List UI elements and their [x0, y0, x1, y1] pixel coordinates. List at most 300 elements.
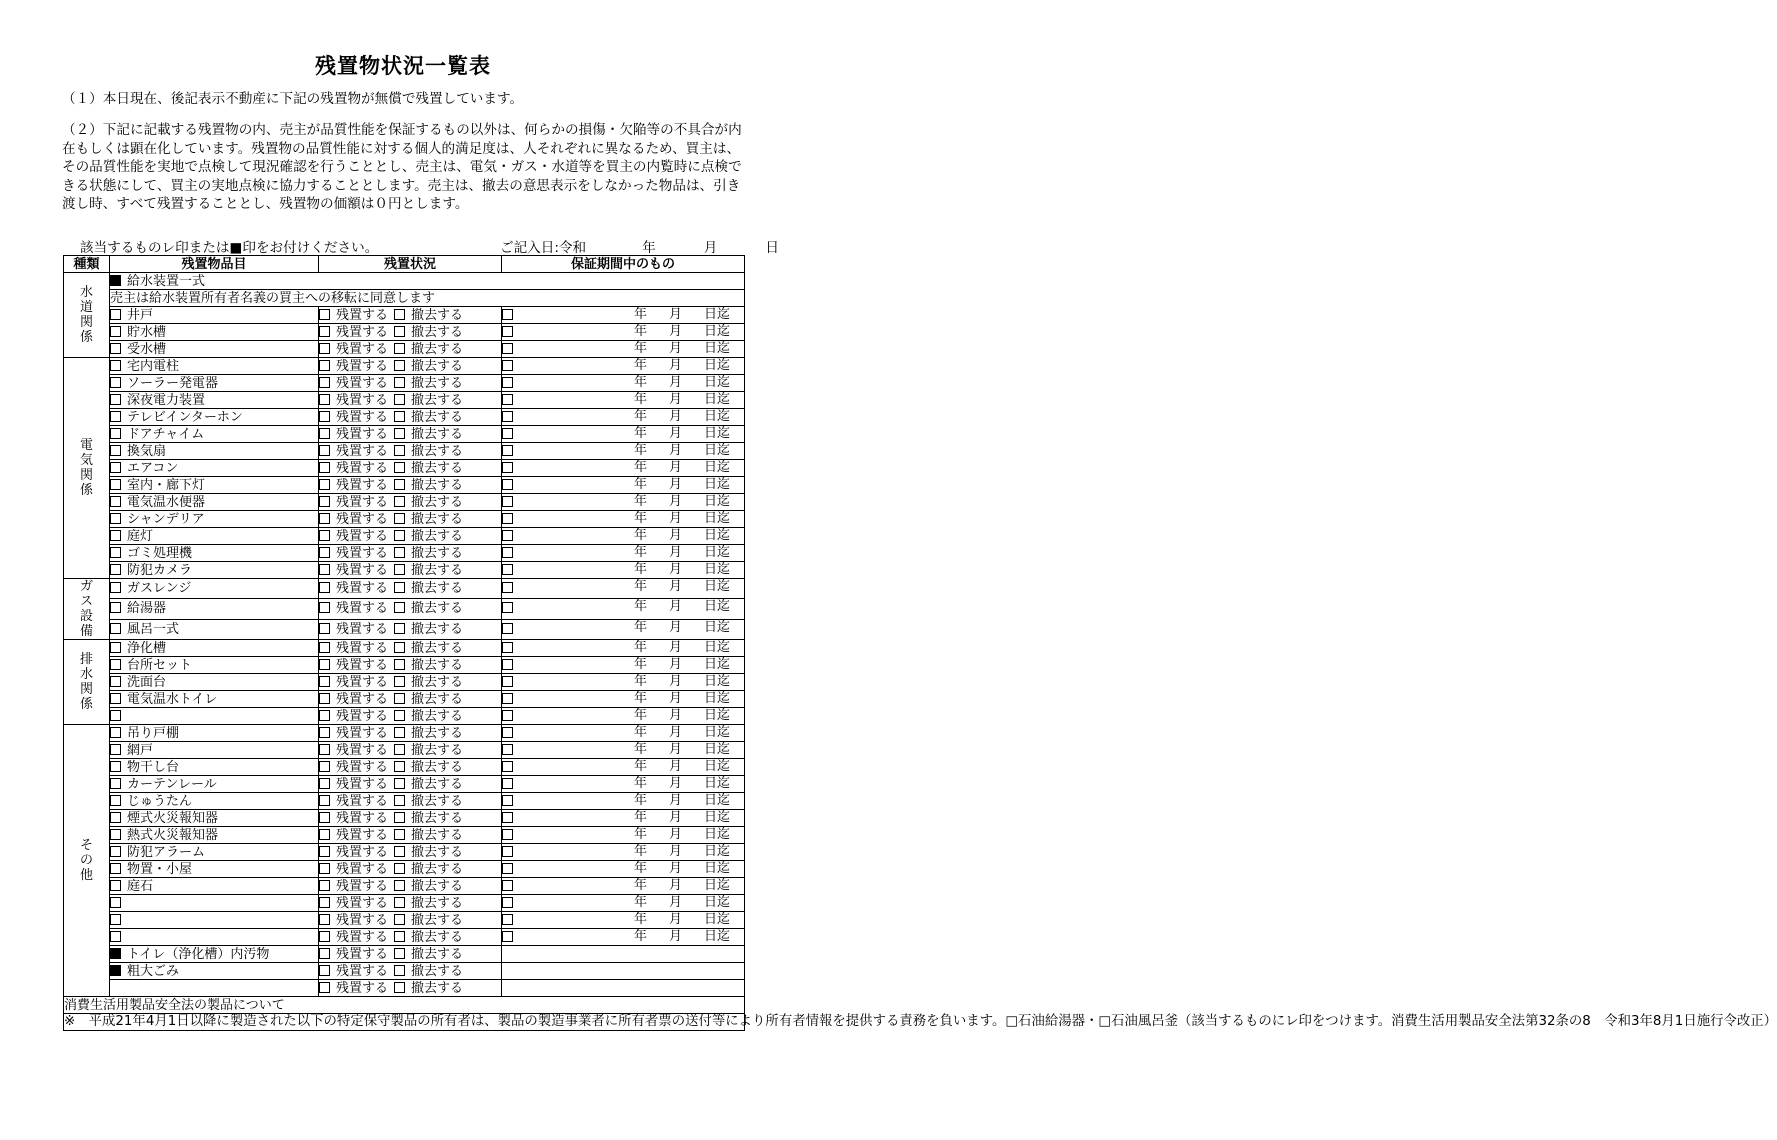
- keep-checkbox[interactable]: [319, 727, 330, 738]
- warranty-date[interactable]: [634, 878, 730, 893]
- warranty-checkbox[interactable]: [502, 829, 513, 840]
- keep-checkbox[interactable]: [319, 547, 330, 558]
- warranty-date[interactable]: [634, 861, 730, 876]
- warranty-checkbox[interactable]: [502, 659, 513, 670]
- keep-checkbox[interactable]: [319, 309, 330, 320]
- warranty-year-label: 年: [633, 562, 647, 577]
- remove-label: 撤去する: [411, 759, 464, 775]
- item-checkbox[interactable]: [110, 863, 121, 874]
- remove-checkbox[interactable]: [394, 761, 405, 772]
- warranty-checkbox[interactable]: [502, 360, 513, 371]
- keep-checkbox[interactable]: [319, 659, 330, 670]
- remove-checkbox[interactable]: [394, 623, 405, 634]
- warranty-checkbox[interactable]: [502, 846, 513, 857]
- item-label: トイレ（浄化槽）内汚物: [127, 946, 270, 962]
- warranty-cell[interactable]: [502, 579, 745, 599]
- item-checkbox[interactable]: [110, 846, 121, 857]
- item-cell: [110, 358, 319, 375]
- remove-checkbox[interactable]: [394, 462, 405, 473]
- item-checkbox[interactable]: [110, 411, 121, 422]
- remove-checkbox[interactable]: [394, 564, 405, 575]
- item-checkbox[interactable]: [110, 496, 121, 507]
- status-options: [319, 963, 502, 980]
- remove-label: 撤去する: [411, 946, 464, 962]
- warranty-year-label: 年: [633, 511, 647, 526]
- warranty-date[interactable]: [634, 341, 730, 356]
- remove-checkbox[interactable]: [394, 965, 405, 976]
- warranty-checkbox[interactable]: [502, 897, 513, 908]
- remove-checkbox[interactable]: [394, 778, 405, 789]
- item-checkbox[interactable]: [110, 693, 121, 704]
- item-checkbox[interactable]: [110, 623, 121, 634]
- item-checkbox[interactable]: [110, 394, 121, 405]
- remove-checkbox[interactable]: [394, 897, 405, 908]
- warranty-checkbox[interactable]: [502, 411, 513, 422]
- warranty-cell[interactable]: [502, 861, 745, 878]
- keep-checkbox[interactable]: [319, 812, 330, 823]
- remove-checkbox[interactable]: [394, 377, 405, 388]
- keep-checkbox[interactable]: [319, 778, 330, 789]
- remove-checkbox[interactable]: [394, 880, 405, 891]
- warranty-checkbox[interactable]: [502, 530, 513, 541]
- warranty-cell[interactable]: [502, 477, 745, 494]
- table-row: [64, 392, 745, 409]
- keep-checkbox[interactable]: [319, 948, 330, 959]
- remove-checkbox[interactable]: [394, 948, 405, 959]
- warranty-date[interactable]: [634, 742, 730, 757]
- warranty-cell[interactable]: [502, 810, 745, 827]
- date-month-label: 月: [703, 240, 718, 256]
- warranty-checkbox[interactable]: [502, 778, 513, 789]
- item-checkbox[interactable]: [110, 513, 121, 524]
- warranty-cell[interactable]: [502, 827, 745, 844]
- item-checkbox[interactable]: [110, 744, 121, 755]
- item-checkbox[interactable]: [110, 659, 121, 670]
- warranty-checkbox[interactable]: [502, 744, 513, 755]
- warranty-cell[interactable]: [502, 443, 745, 460]
- warranty-cell[interactable]: [502, 528, 745, 545]
- item-label: 物置・小屋: [127, 861, 193, 877]
- warranty-checkbox[interactable]: [502, 479, 513, 490]
- remove-checkbox[interactable]: [394, 846, 405, 857]
- item-label: ガスレンジ: [127, 581, 192, 597]
- warranty-cell[interactable]: [502, 844, 745, 861]
- table-row: [64, 759, 745, 776]
- keep-checkbox[interactable]: [319, 744, 330, 755]
- keep-label: 残置する: [336, 307, 389, 323]
- keep-checkbox[interactable]: [319, 965, 330, 976]
- item-checkbox[interactable]: [110, 582, 121, 593]
- keep-checkbox[interactable]: [319, 914, 330, 925]
- keep-label: 残置する: [336, 708, 389, 724]
- warranty-month-label: 月: [668, 742, 682, 757]
- keep-checkbox[interactable]: [319, 982, 330, 993]
- warranty-date[interactable]: [634, 708, 730, 723]
- keep-checkbox[interactable]: [319, 623, 330, 634]
- item-label: 電気温水トイレ: [127, 691, 218, 707]
- warranty-checkbox[interactable]: [502, 343, 513, 354]
- item-checkbox[interactable]: [110, 829, 121, 840]
- warranty-cell[interactable]: [502, 674, 745, 691]
- keep-checkbox[interactable]: [319, 761, 330, 772]
- item-checkbox[interactable]: [110, 897, 121, 908]
- warranty-cell[interactable]: [502, 545, 745, 562]
- warranty-date[interactable]: [634, 725, 730, 740]
- warranty-date[interactable]: [634, 810, 730, 825]
- item-checkbox[interactable]: [110, 479, 121, 490]
- item-cell: [110, 324, 319, 341]
- warranty-date[interactable]: [634, 562, 730, 577]
- warranty-cell[interactable]: [502, 562, 745, 579]
- keep-checkbox[interactable]: [319, 326, 330, 337]
- warranty-date[interactable]: [634, 443, 730, 458]
- item-cell: [110, 691, 319, 708]
- warranty-cell[interactable]: [502, 599, 745, 619]
- warranty-checkbox[interactable]: [502, 623, 513, 634]
- warranty-date[interactable]: [634, 657, 730, 672]
- status-options: [319, 528, 502, 545]
- remove-checkbox[interactable]: [394, 676, 405, 687]
- warranty-checkbox[interactable]: [502, 309, 513, 320]
- warranty-date[interactable]: [634, 599, 730, 614]
- remove-checkbox[interactable]: [394, 812, 405, 823]
- keep-checkbox[interactable]: [319, 360, 330, 371]
- item-checkbox[interactable]: [110, 931, 121, 942]
- date-entry[interactable]: [500, 236, 779, 256]
- warranty-cell[interactable]: [502, 691, 745, 708]
- warranty-month-label: 月: [668, 443, 682, 458]
- remove-label: 撤去する: [411, 426, 464, 442]
- item-label: 受水槽: [127, 341, 167, 357]
- remove-checkbox[interactable]: [394, 693, 405, 704]
- keep-checkbox[interactable]: [319, 496, 330, 507]
- table-row: [64, 640, 745, 657]
- item-cell: [110, 793, 319, 810]
- category-label: 電気関係: [79, 438, 93, 498]
- warranty-date[interactable]: [634, 929, 730, 944]
- keep-checkbox[interactable]: [319, 795, 330, 806]
- warranty-date[interactable]: [634, 375, 730, 390]
- warranty-cell[interactable]: [502, 793, 745, 810]
- table-row: [64, 878, 745, 895]
- item-checkbox[interactable]: [110, 761, 121, 772]
- warranty-checkbox[interactable]: [502, 428, 513, 439]
- warranty-year-label: 年: [633, 599, 647, 615]
- keep-checkbox[interactable]: [319, 602, 330, 613]
- warranty-cell[interactable]: [502, 392, 745, 409]
- warranty-until-label: 日迄: [703, 912, 730, 927]
- warranty-date[interactable]: [634, 324, 730, 339]
- item-checkbox[interactable]: [110, 778, 121, 789]
- remove-checkbox[interactable]: [394, 795, 405, 806]
- warranty-until-label: 日迄: [703, 619, 730, 635]
- warranty-date[interactable]: [634, 793, 730, 808]
- warranty-cell[interactable]: [502, 895, 745, 912]
- warranty-date[interactable]: [634, 511, 730, 526]
- item-checkbox[interactable]: [110, 710, 121, 721]
- warranty-cell[interactable]: [502, 878, 745, 895]
- warranty-cell[interactable]: [502, 324, 745, 341]
- warranty-checkbox[interactable]: [502, 931, 513, 942]
- remove-checkbox[interactable]: [394, 582, 405, 593]
- remove-label: 撤去する: [411, 307, 464, 323]
- water-supply-label: 給水装置一式: [127, 273, 206, 289]
- warranty-checkbox[interactable]: [502, 445, 513, 456]
- remove-checkbox[interactable]: [394, 496, 405, 507]
- warranty-date[interactable]: [634, 358, 730, 373]
- warranty-date[interactable]: [634, 691, 730, 706]
- warranty-cell[interactable]: [502, 929, 745, 946]
- keep-checkbox[interactable]: [319, 479, 330, 490]
- warranty-cell[interactable]: [502, 426, 745, 443]
- item-checkbox[interactable]: [110, 343, 121, 354]
- warranty-cell[interactable]: [502, 619, 745, 639]
- category-cell: [64, 273, 110, 358]
- status-options: [319, 307, 502, 324]
- item-checkbox[interactable]: [110, 360, 121, 371]
- table-row: [64, 895, 745, 912]
- warranty-date[interactable]: [634, 827, 730, 842]
- warranty-checkbox[interactable]: [502, 727, 513, 738]
- keep-checkbox[interactable]: [319, 445, 330, 456]
- remove-label: 撤去する: [411, 810, 464, 826]
- warranty-checkbox[interactable]: [502, 642, 513, 653]
- item-checkbox[interactable]: [110, 326, 121, 337]
- remove-label: 撤去する: [411, 392, 464, 408]
- warranty-checkbox[interactable]: [502, 676, 513, 687]
- keep-checkbox[interactable]: [319, 377, 330, 388]
- item-label: 給湯器: [127, 601, 167, 617]
- item-checkbox[interactable]: [110, 564, 121, 575]
- warranty-checkbox[interactable]: [502, 812, 513, 823]
- remove-checkbox[interactable]: [394, 530, 405, 541]
- warranty-date[interactable]: [634, 759, 730, 774]
- item-checkbox[interactable]: [110, 309, 121, 320]
- warranty-cell[interactable]: [502, 409, 745, 426]
- paragraph-1: （１）本日現在、後記表示不動産に下記の残置物が無償で残置しています。: [62, 91, 524, 107]
- warranty-cell[interactable]: [502, 511, 745, 528]
- item-checkbox[interactable]: [110, 602, 121, 613]
- warranty-cell[interactable]: [502, 375, 745, 392]
- table-row: [64, 599, 745, 619]
- keep-checkbox[interactable]: [319, 897, 330, 908]
- warranty-checkbox[interactable]: [502, 377, 513, 388]
- remove-checkbox[interactable]: [394, 547, 405, 558]
- warranty-cell[interactable]: [502, 657, 745, 674]
- keep-checkbox[interactable]: [319, 411, 330, 422]
- remove-checkbox[interactable]: [394, 710, 405, 721]
- warranty-checkbox[interactable]: [502, 710, 513, 721]
- warranty-checkbox[interactable]: [502, 513, 513, 524]
- warranty-checkbox[interactable]: [502, 582, 513, 593]
- warranty-date[interactable]: [634, 409, 730, 424]
- keep-checkbox[interactable]: [319, 829, 330, 840]
- keep-checkbox[interactable]: [319, 863, 330, 874]
- warranty-checkbox[interactable]: [502, 547, 513, 558]
- remove-label: 撤去する: [411, 878, 464, 894]
- warranty-date[interactable]: [634, 460, 730, 475]
- keep-checkbox[interactable]: [319, 880, 330, 891]
- remove-label: 撤去する: [411, 409, 464, 425]
- warranty-until-label: 日迄: [703, 929, 730, 944]
- keep-checkbox[interactable]: [319, 676, 330, 687]
- keep-label: 残置する: [336, 895, 389, 911]
- remove-checkbox[interactable]: [394, 863, 405, 874]
- table-row: [64, 358, 745, 375]
- remove-checkbox[interactable]: [394, 326, 405, 337]
- keep-checkbox[interactable]: [319, 931, 330, 942]
- status-options: [319, 619, 502, 639]
- warranty-cell[interactable]: [502, 759, 745, 776]
- warranty-checkbox[interactable]: [502, 326, 513, 337]
- item-checkbox[interactable]: [110, 880, 121, 891]
- warranty-year-label: 年: [633, 579, 647, 594]
- warranty-cell[interactable]: [502, 460, 745, 477]
- warranty-date[interactable]: [634, 640, 730, 655]
- keep-checkbox[interactable]: [319, 530, 330, 541]
- warranty-year-label: 年: [633, 776, 647, 791]
- warranty-cell[interactable]: [502, 708, 745, 725]
- warranty-checkbox[interactable]: [502, 880, 513, 891]
- warranty-date[interactable]: [634, 912, 730, 927]
- warranty-checkbox[interactable]: [502, 693, 513, 704]
- remove-checkbox[interactable]: [394, 931, 405, 942]
- warranty-checkbox[interactable]: [502, 496, 513, 507]
- keep-checkbox[interactable]: [319, 564, 330, 575]
- warranty-checkbox[interactable]: [502, 394, 513, 405]
- remove-checkbox[interactable]: [394, 727, 405, 738]
- item-checkbox[interactable]: [110, 676, 121, 687]
- warranty-checkbox[interactable]: [502, 602, 513, 613]
- warranty-cell: [502, 946, 745, 963]
- warranty-date[interactable]: [634, 494, 730, 509]
- item-checkbox[interactable]: [110, 462, 121, 473]
- item-checkbox[interactable]: [110, 812, 121, 823]
- warranty-cell[interactable]: [502, 912, 745, 929]
- item-label: カーテンレール: [127, 776, 217, 792]
- table-row: [64, 619, 745, 639]
- keep-checkbox[interactable]: [319, 394, 330, 405]
- item-cell-empty: [110, 980, 319, 997]
- warranty-date[interactable]: [634, 426, 730, 441]
- water-supply-checkbox-checked[interactable]: [110, 275, 121, 286]
- warranty-date[interactable]: [634, 477, 730, 492]
- warranty-date[interactable]: [634, 579, 730, 594]
- item-cell: [110, 307, 319, 324]
- warranty-cell[interactable]: [502, 725, 745, 742]
- keep-checkbox[interactable]: [319, 846, 330, 857]
- keep-checkbox[interactable]: [319, 642, 330, 653]
- warranty-date[interactable]: [634, 392, 730, 407]
- item-checkbox-checked[interactable]: [110, 965, 121, 976]
- remove-checkbox[interactable]: [394, 394, 405, 405]
- remove-checkbox[interactable]: [394, 982, 405, 993]
- keep-label: 残置する: [336, 375, 389, 391]
- item-label: 深夜電力装置: [127, 392, 206, 408]
- item-checkbox-checked[interactable]: [110, 948, 121, 959]
- table-row: [64, 980, 745, 997]
- warranty-date[interactable]: [634, 674, 730, 689]
- warranty-month-label: 月: [668, 725, 682, 740]
- item-checkbox[interactable]: [110, 727, 121, 738]
- item-checkbox[interactable]: [110, 445, 121, 456]
- table-row: [64, 443, 745, 460]
- category-cell: [64, 640, 110, 725]
- remove-checkbox[interactable]: [394, 411, 405, 422]
- warranty-cell[interactable]: [502, 640, 745, 657]
- warranty-checkbox[interactable]: [502, 795, 513, 806]
- warranty-date[interactable]: [634, 307, 730, 322]
- status-options: [319, 980, 502, 997]
- item-checkbox[interactable]: [110, 795, 121, 806]
- item-cell: [110, 460, 319, 477]
- warranty-checkbox[interactable]: [502, 914, 513, 925]
- warranty-cell[interactable]: [502, 341, 745, 358]
- warranty-cell: [502, 963, 745, 980]
- remove-checkbox[interactable]: [394, 309, 405, 320]
- status-options: [319, 443, 502, 460]
- warranty-date[interactable]: [634, 528, 730, 543]
- keep-checkbox[interactable]: [319, 710, 330, 721]
- remove-checkbox[interactable]: [394, 360, 405, 371]
- item-label: 電気温水便器: [127, 494, 206, 510]
- keep-checkbox[interactable]: [319, 582, 330, 593]
- remove-checkbox[interactable]: [394, 642, 405, 653]
- warranty-checkbox[interactable]: [502, 564, 513, 575]
- remove-label: 撤去する: [411, 725, 464, 741]
- item-checkbox[interactable]: [110, 547, 121, 558]
- keep-checkbox[interactable]: [319, 343, 330, 354]
- warranty-until-label: 日迄: [703, 878, 730, 893]
- warranty-cell[interactable]: [502, 307, 745, 324]
- keep-checkbox[interactable]: [319, 693, 330, 704]
- warranty-cell[interactable]: [502, 358, 745, 375]
- warranty-checkbox[interactable]: [502, 462, 513, 473]
- remove-checkbox[interactable]: [394, 479, 405, 490]
- remove-checkbox[interactable]: [394, 829, 405, 840]
- warranty-year-label: 年: [633, 725, 647, 740]
- warranty-date[interactable]: [634, 620, 730, 635]
- warranty-cell[interactable]: [502, 742, 745, 759]
- warranty-checkbox[interactable]: [502, 863, 513, 874]
- warranty-checkbox[interactable]: [502, 761, 513, 772]
- status-options: [319, 674, 502, 691]
- keep-checkbox[interactable]: [319, 513, 330, 524]
- warranty-cell[interactable]: [502, 776, 745, 793]
- keep-checkbox[interactable]: [319, 462, 330, 473]
- item-checkbox[interactable]: [110, 642, 121, 653]
- item-checkbox[interactable]: [110, 530, 121, 541]
- remove-checkbox[interactable]: [394, 445, 405, 456]
- remove-checkbox[interactable]: [394, 744, 405, 755]
- item-checkbox[interactable]: [110, 914, 121, 925]
- keep-checkbox[interactable]: [319, 428, 330, 439]
- warranty-cell[interactable]: [502, 494, 745, 511]
- remove-checkbox[interactable]: [394, 659, 405, 670]
- warranty-date[interactable]: [634, 545, 730, 560]
- remove-checkbox[interactable]: [394, 602, 405, 613]
- item-checkbox[interactable]: [110, 428, 121, 439]
- warranty-year-label: 年: [633, 460, 647, 475]
- remove-checkbox[interactable]: [394, 343, 405, 354]
- item-checkbox[interactable]: [110, 377, 121, 388]
- warranty-date[interactable]: [634, 844, 730, 859]
- remove-checkbox[interactable]: [394, 513, 405, 524]
- warranty-date[interactable]: [634, 895, 730, 910]
- remove-checkbox[interactable]: [394, 914, 405, 925]
- remove-checkbox[interactable]: [394, 428, 405, 439]
- warranty-date[interactable]: [634, 776, 730, 791]
